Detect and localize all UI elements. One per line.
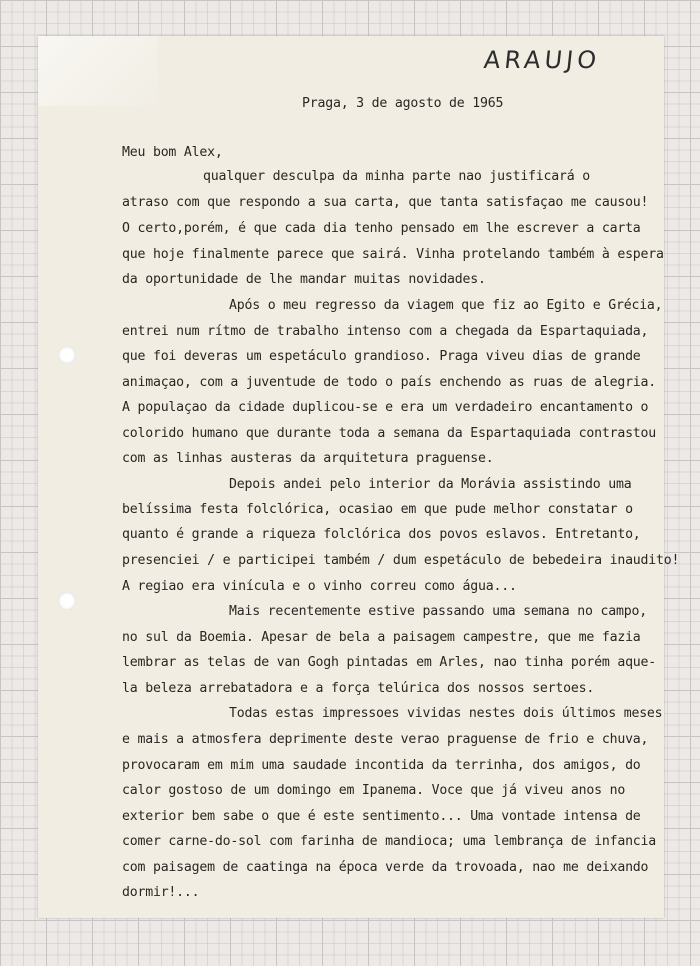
letter-line: com as linhas austeras da arquitetura praguense.: [122, 451, 494, 466]
letter-line: presenciei / e participei também / dum espetáculo de bebedeira inaudito!: [122, 553, 680, 568]
punch-hole-top: [58, 346, 76, 364]
letter-line: qualquer desculpa da minha parte nao justificará o: [203, 169, 590, 184]
letter-line: animaçao, com a juventude de todo o país enchendo as ruas de alegria.: [122, 375, 657, 390]
letter-line: lembrar as telas de van Gogh pintadas em Arles, nao tinha porém aque-: [122, 655, 657, 670]
punch-hole-bottom: [58, 592, 76, 610]
letter-line: com paisagem de caatinga na época verde da trovoada, nao me deixando: [122, 860, 649, 875]
letter-line: e mais a atmosfera deprimente deste verao praguense de frio e chuva,: [122, 732, 649, 747]
letter-line: dormir!...: [122, 885, 200, 900]
handwritten-annotation: ARAUJO: [482, 46, 602, 74]
letter-line: quanto é grande a riqueza folclórica dos povos eslavos. Entretanto,: [122, 527, 641, 542]
date-line: Praga, 3 de agosto de 1965: [302, 96, 504, 111]
letter-line: calor gostoso de um domingo em Ipanema. Voce que já viveu anos no: [122, 783, 626, 798]
letter-line: Depois andei pelo interior da Morávia assistindo uma: [229, 477, 632, 492]
letter-line: que hoje finalmente parece que sairá. Vinha protelando também à espera: [122, 247, 664, 262]
letter-line: A populaçao da cidade duplicou-se e era um verdadeiro encantamento o: [122, 400, 649, 415]
letter-line: Todas estas impressoes vividas nestes dois últimos meses: [229, 706, 663, 721]
letter-line: Após o meu regresso da viagem que fiz ao Egito e Grécia,: [229, 298, 663, 313]
letter-line: entrei num rítmo de trabalho intenso com a chegada da Espartaquiada,: [122, 324, 649, 339]
letter-line: colorido humano que durante toda a semana da Espartaquiada contrastou: [122, 426, 657, 441]
letter-line: la beleza arrebatadora e a força telúrica dos nossos sertoes.: [122, 681, 595, 696]
letter-line: atraso com que respondo a sua carta, que tanta satisfaçao me causou!: [122, 195, 649, 210]
salutation: Meu bom Alex,: [122, 145, 223, 160]
letter-line: A regiao era vinícula e o vinho correu como água...: [122, 579, 517, 594]
letter-line: provocaram em mim uma saudade incontida da terrinha, dos amigos, do: [122, 758, 641, 773]
letter-line: O certo,porém, é que cada dia tenho pensado em lhe escrever a carta: [122, 221, 641, 236]
letter-line: belíssima festa folclórica, ocasiao em que pude melhor constatar o: [122, 502, 633, 517]
letter-line: que foi deveras um espetáculo grandioso. Praga viveu dias de grande: [122, 349, 641, 364]
letter-line: no sul da Boemia. Apesar de bela a paisagem campestre, que me fazia: [122, 630, 641, 645]
letter-line: comer carne-do-sol com farinha de mandioca; uma lembrança de infancia: [122, 834, 657, 849]
letter-line: exterior bem sabe o que é este sentimento... Uma vontade intensa de: [122, 809, 641, 824]
letter-line: Mais recentemente estive passando uma semana no campo,: [229, 604, 647, 619]
tape-strip: [38, 36, 158, 106]
letter-line: da oportunidade de lhe mandar muitas novidades.: [122, 272, 486, 287]
